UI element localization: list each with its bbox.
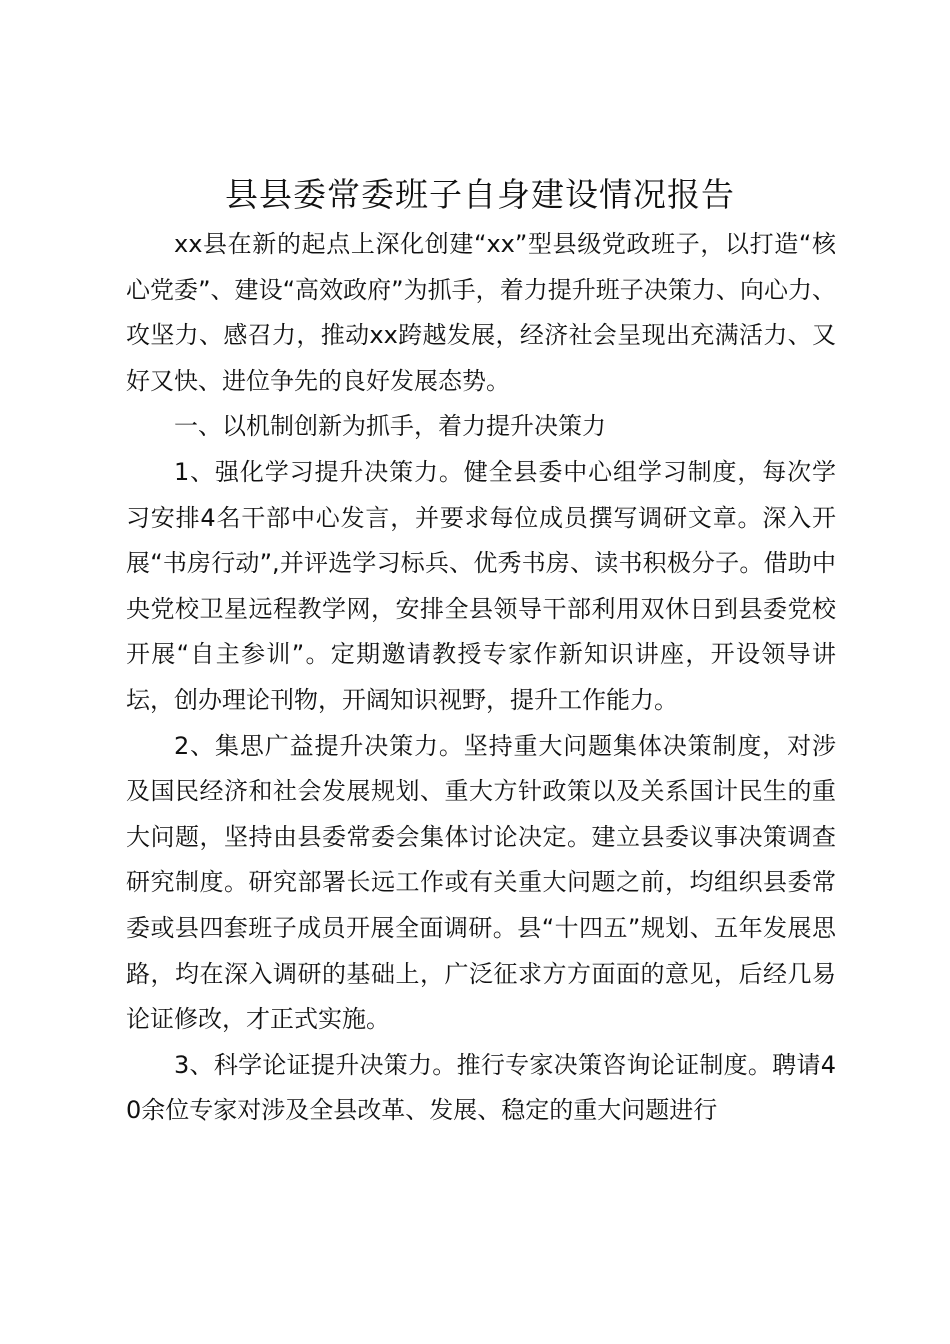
paragraph-item-3: 3、科学论证提升决策力。推行专家决策咨询论证制度。聘请40余位专家对涉及全县改革、发展、稳定的重大问题进行 xyxy=(126,1050,836,1125)
document-title: 县县委常委班子自身建设情况报告 xyxy=(225,175,735,214)
paragraph-item-2: 2、集思广益提升决策力。坚持重大问题集体决策制度，对涉及国民经济和社会发展规划、重大方针政策以及关系国计民生的重大问题，坚持由县委常委会集体讨论决定。建立县委议事决策调查研究制度。研究部署长远工作或有关重大问题之前，均组织县委常委或县四套班子成员开展全面调研。县“十四五”规划、五年发展思路，均在深入调研的基础上，广泛征求方方面面的意见，后经几易论证修改，才正式实施。 xyxy=(126,731,836,1034)
paragraph-item-1: 1、强化学习提升决策力。健全县委中心组学习制度，每次学习安排4名干部中心发言，并要求每位成员撰写调研文章。深入开展“书房行动”,并评选学习标兵、优秀书房、读书积极分子。借助中央党校卫星远程教学网，安排全县领导干部利用双休日到县委党校开展“自主参训”。定期邀请教授专家作新知识讲座，开设领导讲坛，创办理论刊物，开阔知识视野，提升工作能力。 xyxy=(126,457,836,714)
intro-paragraph: xx县在新的起点上深化创建“xx”型县级党政班子，以打造“核心党委”、建设“高效政府”为抓手，着力提升班子决策力、向心力、攻坚力、感召力，推动xx跨越发展，经济社会呈现出充满活力、又好又快、进位争先的良好发展态势。 xyxy=(126,230,836,395)
document-body xyxy=(126,222,836,1134)
section-heading-1: 一、以机制创新为抓手，着力提升决策力 xyxy=(174,412,606,441)
